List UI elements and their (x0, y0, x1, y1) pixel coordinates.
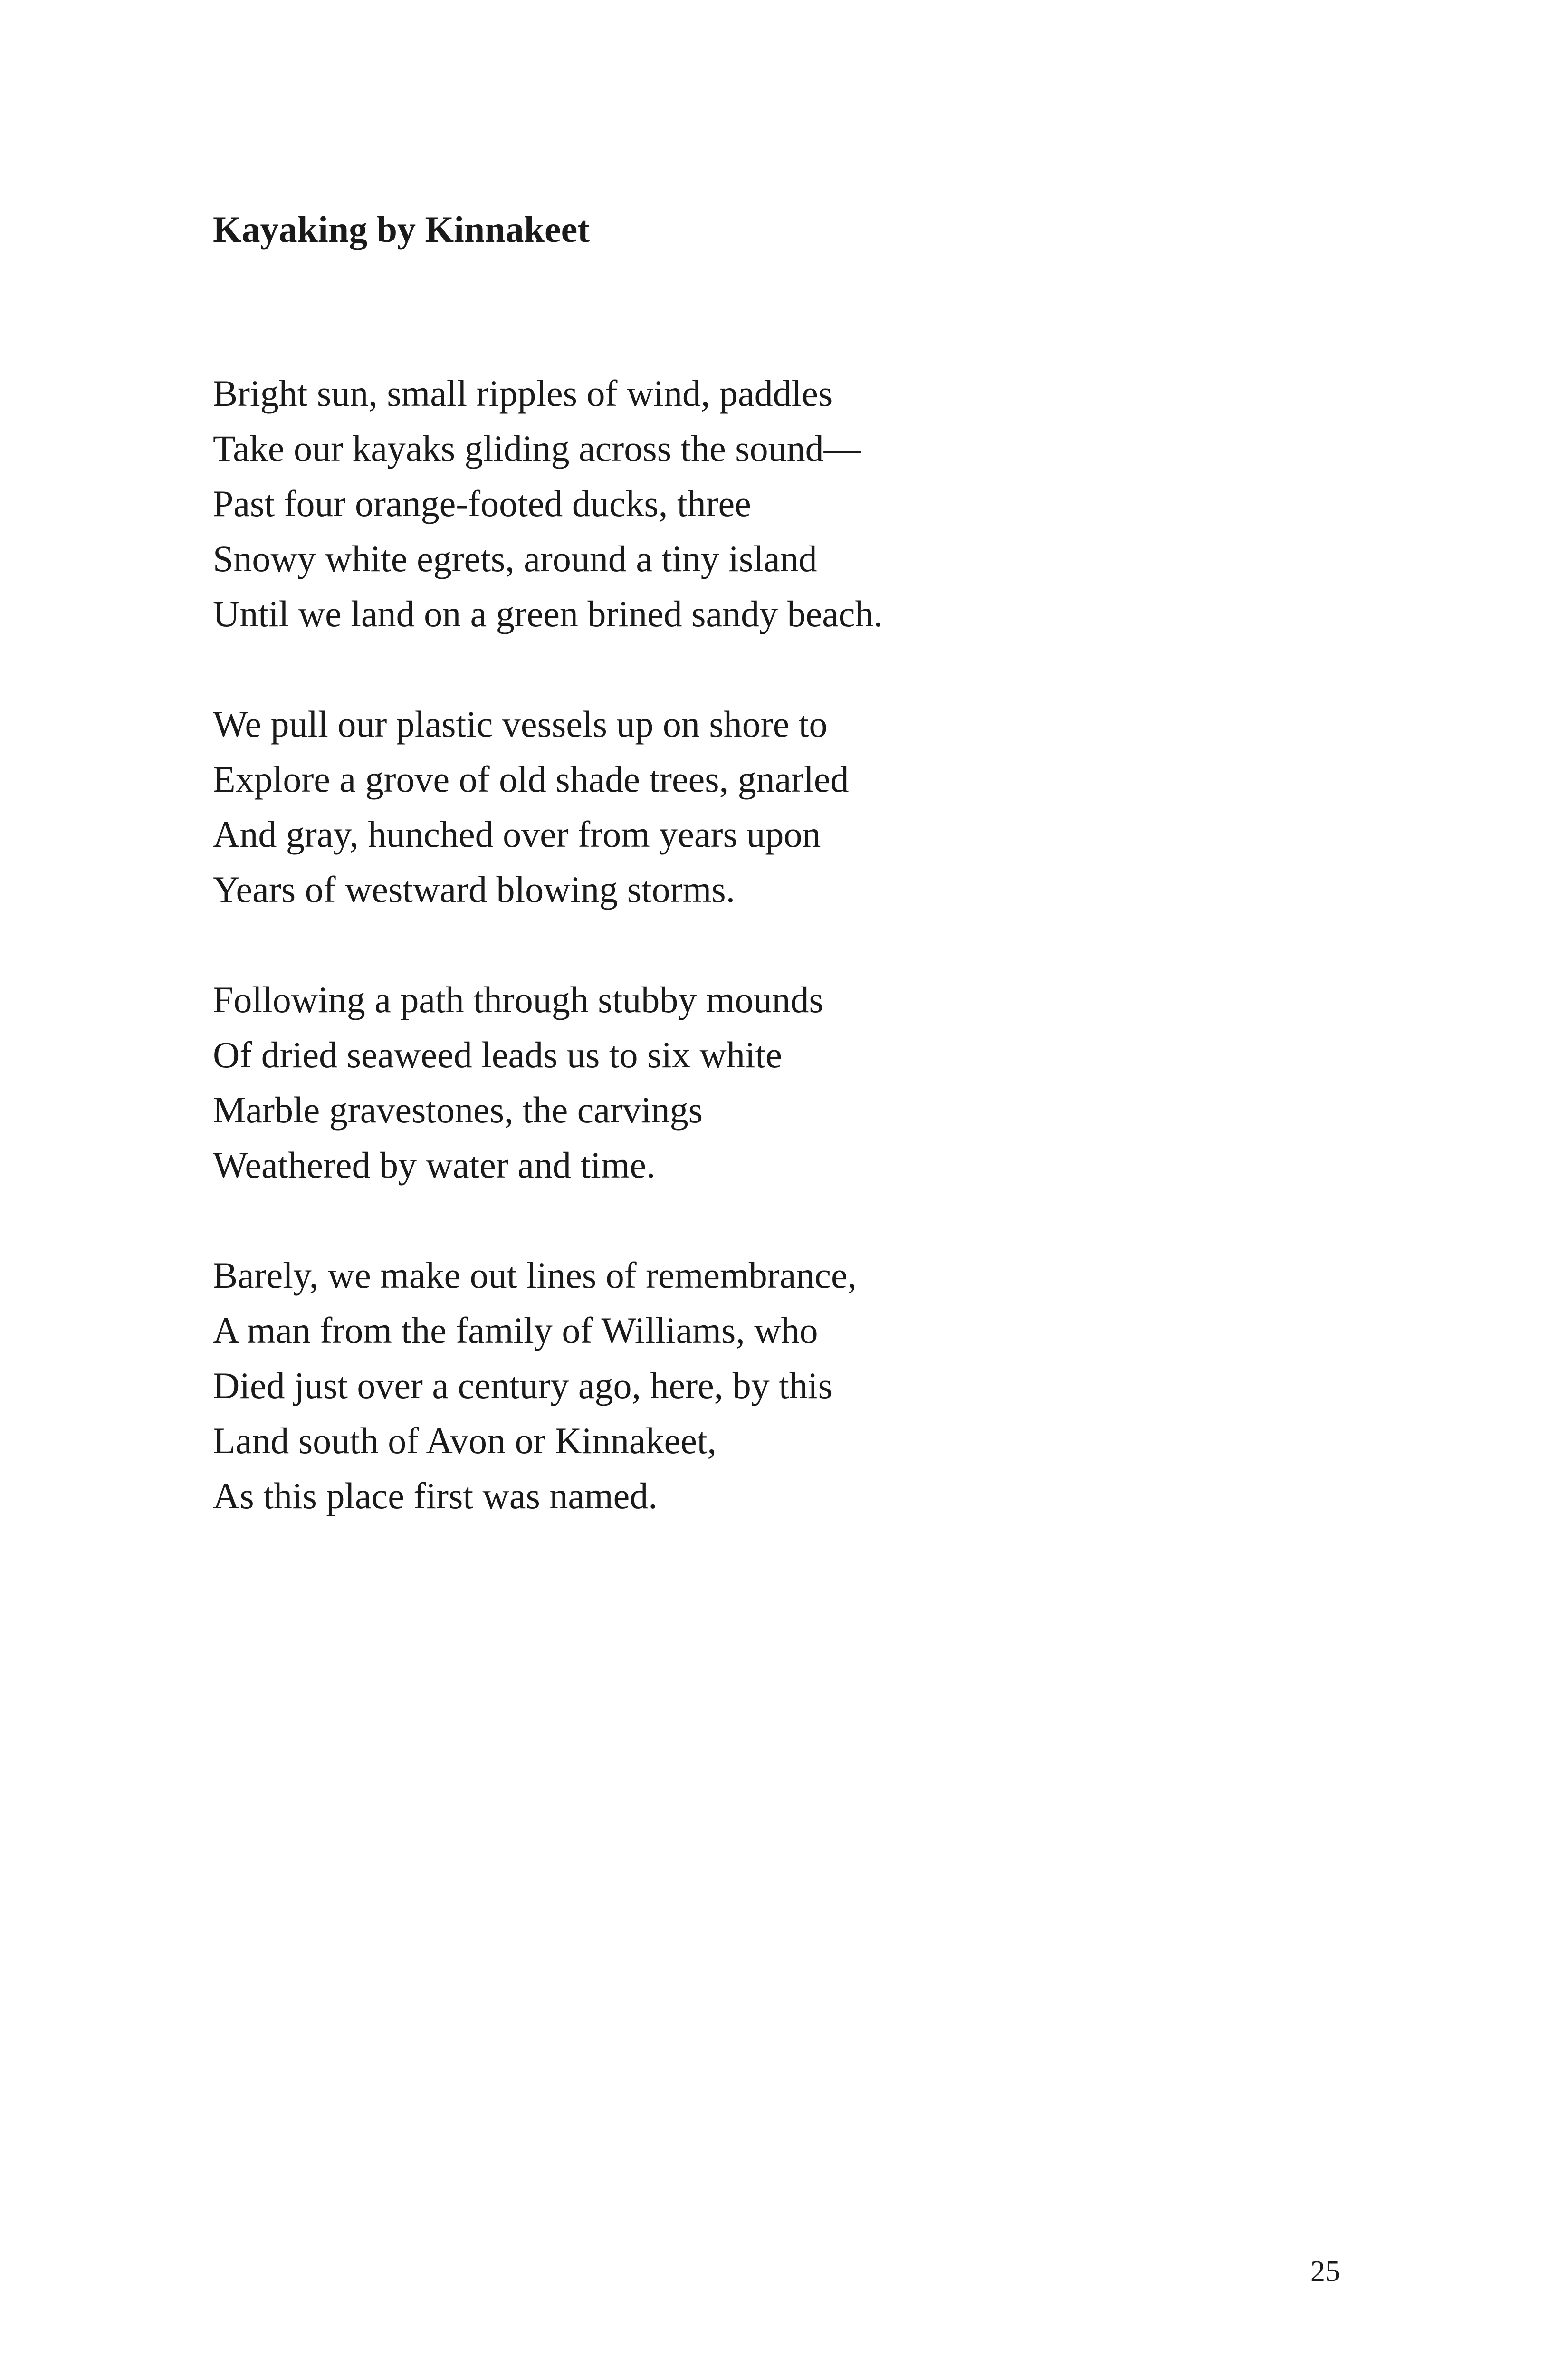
poem-line: As this place first was named. (213, 1475, 658, 1516)
poem-line: A man from the family of Williams, who (213, 1310, 818, 1351)
poem-line: Until we land on a green brined sandy beach. (213, 593, 883, 634)
stanza-2 (213, 697, 1258, 917)
poem-line: Barely, we make out lines of remembrance, (213, 1255, 857, 1296)
poem-line: Past four orange-footed ducks, three (213, 483, 751, 524)
poem-line: Died just over a century ago, here, by this (213, 1365, 832, 1406)
poem-line: Following a path through stubby mounds (213, 979, 823, 1020)
poem-line: Years of westward blowing storms. (213, 869, 736, 910)
poem-line: Take our kayaks gliding across the sound— (213, 428, 861, 469)
poem-line: And gray, hunched over from years upon (213, 814, 821, 855)
stanza-3 (213, 972, 1258, 1193)
poem-line: Land south of Avon or Kinnakeet, (213, 1420, 717, 1461)
stanza-1 (213, 366, 1258, 642)
poem-line: Of dried seaweed leads us to six white (213, 1034, 782, 1075)
poem-title: Kayaking by Kinnakeet (213, 209, 590, 250)
poem-line: We pull our plastic vessels up on shore to (213, 703, 828, 745)
poem-line: Snowy white egrets, around a tiny island (213, 538, 817, 579)
stanza-4 (213, 1248, 1258, 1523)
poem-line: Marble gravestones, the carvings (213, 1089, 703, 1131)
poem-line: Weathered by water and time. (213, 1144, 656, 1186)
poem-line: Explore a grove of old shade trees, gnarled (213, 758, 849, 800)
poem-line: Bright sun, small ripples of wind, paddles (213, 373, 833, 414)
page-number: 25 (1310, 2255, 1340, 2288)
poem-body (213, 366, 1258, 1579)
